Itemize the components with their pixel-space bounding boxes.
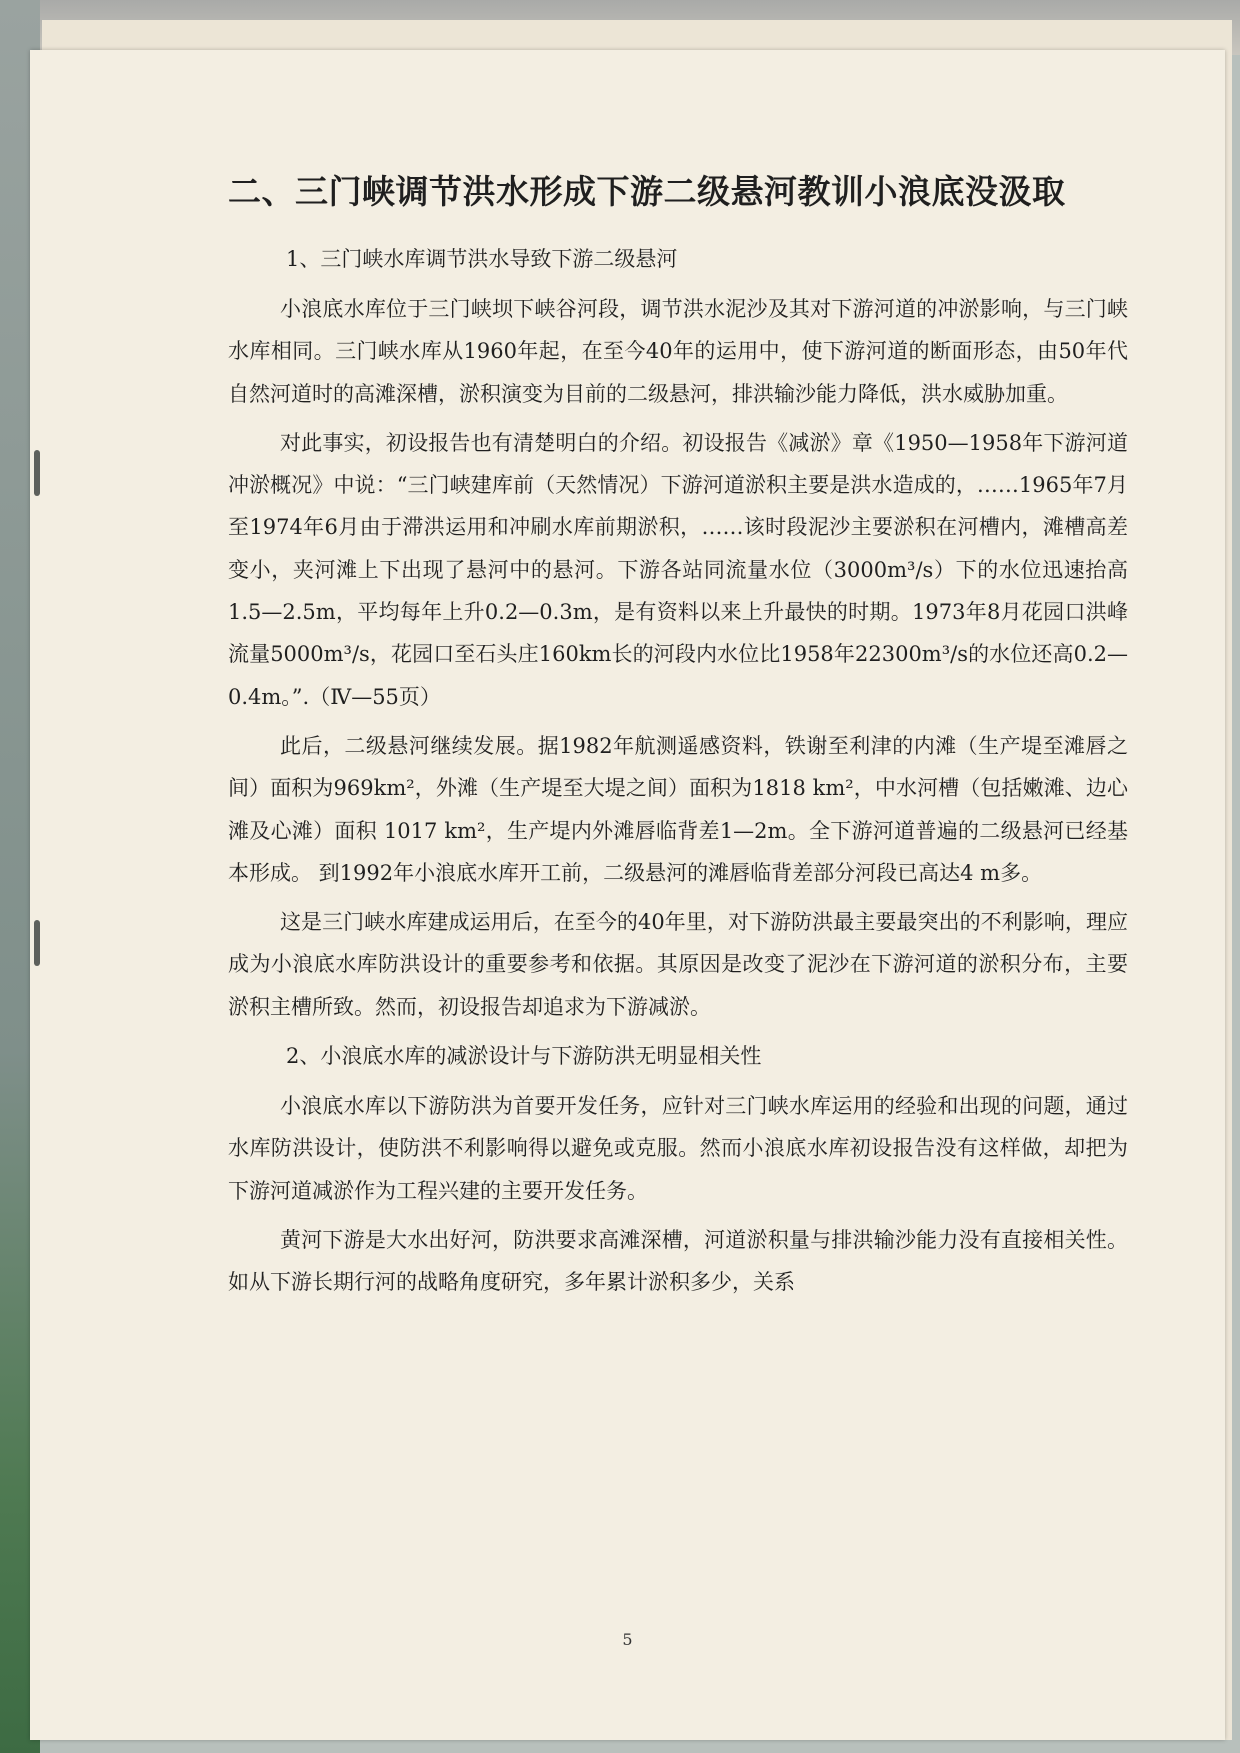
paragraph: 小浪底水库位于三门峡坝下峡谷河段，调节洪水泥沙及其对下游河道的冲淤影响，与三门峡水库相同。三门峡水库从1960年起，在至今40年的运用中，使下游河道的断面形态，由50年代自然河道时的高滩深槽，淤积演变为目前的二级悬河，排洪输沙能力降低，洪水威胁加重。: [228, 297, 1128, 406]
page-number: 5: [622, 1630, 633, 1649]
paragraph: 对此事实，初设报告也有清楚明白的介绍。初设报告《减淤》章《1950—1958年下游河道冲淤概况》中说：“三门峡建库前（天然情况）下游河道淤积主要是洪水造成的，……1965年7月至1974年6月由于滞洪运用和冲刷水库前期淤积，……该时段泥沙主要淤积在河槽内，滩槽高差变小，夹河滩上下出现了悬河中的悬河。下游各站同流量水位（3000m³/s）下的水位迅速抬高1.5—2.5m，平均每年上升0.2—0.3m，是有资料以来上升最快的时期。1973年8月花园口洪峰流量5000m³/s，花园口至石头庄160km长的河段内水位比1958年22300m³/s的水位还高0.2—0.4m。”.（Ⅳ—55页）: [228, 430, 1128, 709]
paragraph: 这是三门峡水库建成运用后，在至今的40年里，对下游防洪最主要最突出的不利影响，理应成为小浪底水库防洪设计的重要参考和依据。其原因是改变了泥沙在下游河道的淤积分布，主要淤积主槽所致。然而，初设报告却追求为下游减淤。: [228, 910, 1128, 1019]
subsection-heading: 2、小浪底水库的减淤设计与下游防洪无明显相关性: [286, 1044, 762, 1069]
subsection-heading: 1、三门峡水库调节洪水导致下游二级悬河: [286, 247, 678, 271]
binding-mark: [34, 920, 40, 966]
paragraph: 小浪底水库以下游防洪为首要开发任务，应针对三门峡水库运用的经验和出现的问题，通过水库防洪设计，使防洪不利影响得以避免或克服。然而小浪底水库初设报告没有这样做，却把为下游河道减淤作为工程兴建的主要开发任务。: [228, 1094, 1128, 1203]
document-page: [30, 50, 1225, 1740]
section-title: 二、三门峡调节洪水形成下游二级悬河教训小浪底没汲取: [228, 172, 1066, 211]
paragraph: 黄河下游是大水出好河，防洪要求高滩深槽，河道淤积量与排洪输沙能力没有直接相关性。如从下游长期行河的战略角度研究，多年累计淤积多少，关系: [228, 1227, 1128, 1295]
paragraph: 此后，二级悬河继续发展。据1982年航测遥感资料，铁谢至利津的内滩（生产堤至滩唇之间）面积为969km²，外滩（生产堤至大堤之间）面积为1818 km²，中水河槽（包括嫩滩、边心滩及心滩）面积 1017 km²，生产堤内外滩唇临背差1—2m。全下游河道普遍的二级悬河已经基本形成。 到1992年小浪底水库开工前，二级悬河的滩唇临背差部分河段已高达4 m多。: [228, 733, 1128, 885]
binding-mark: [34, 450, 40, 496]
page-content: [228, 168, 1128, 1311]
